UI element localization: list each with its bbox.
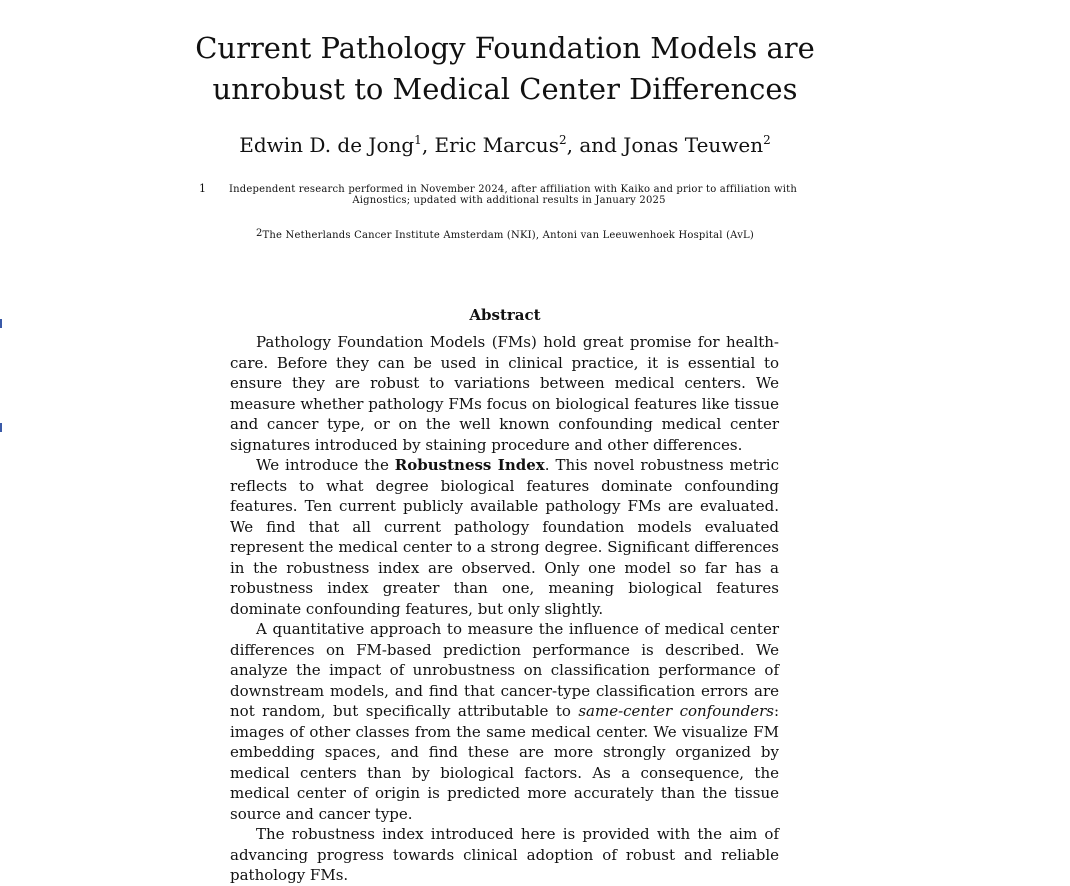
author-list	[0, 131, 1010, 159]
abstract-body	[230, 332, 779, 886]
abstract-paragraph	[230, 455, 779, 619]
affiliation-text: The Netherlands Cancer Institute Amsterdam (NKI), Antoni van Leeuwenhoek Hospital (AvL)	[262, 230, 754, 241]
author-name: Jonas Teuwen	[623, 133, 764, 157]
author-name: Eric Marcus	[434, 133, 559, 157]
affiliation-mark: 2	[558, 133, 567, 147]
author-name: Edwin D. de Jong	[239, 133, 415, 157]
paper-title	[0, 28, 1010, 110]
author-separator: ,	[421, 133, 435, 157]
paper-title-line: unrobust to Medical Center Differences	[212, 72, 798, 106]
author-separator: , and	[566, 133, 624, 157]
margin-change-bar	[0, 423, 2, 432]
affiliation-mark: 2	[763, 133, 771, 147]
affiliation-mark: 1	[414, 133, 422, 147]
paragraph-text: We introduce the	[256, 456, 395, 474]
affiliation-mark: 2	[255, 228, 263, 239]
abstract-paragraph: The robustness index introduced here is provided with the aim of advancing progress towards clinical adoption of robust and reliable pathology FMs.	[230, 825, 779, 884]
affiliation-text: Independent research performed in November 2024, after affiliation with Kaiko and prior to affiliation with	[228, 184, 798, 195]
abstract-paragraph	[230, 619, 779, 824]
affiliation-2	[0, 227, 1010, 243]
paper-title-line: Current Pathology Foundation Models are	[195, 31, 815, 65]
same-center-confounders-term: same-center confounders	[578, 702, 774, 720]
paragraph-text: A quantitative approach to measure the influence of medical center differences on FM-based prediction performance is described. We analyze the impact of unrobustness on classification performance of downstream models, and find that cancer-type classification errors are not random, but specifically attributable to	[230, 620, 779, 720]
affiliation-1	[199, 184, 819, 206]
paragraph-text: : images of other classes from the same medical center. We visualize FM embedding spaces, and find these are more strongly organized by medical centers than by biological factors. As a consequence, the medical center of origin is predicted more accurately than the tissue source and cancer type.	[230, 702, 780, 823]
abstract-heading: Abstract	[469, 306, 541, 324]
affiliation-mark: 1	[199, 182, 207, 195]
abstract-paragraph: Pathology Foundation Models (FMs) hold great promise for health-care. Before they can be used in clinical practice, it is essential to ensure they are robust to variations between medical centers. We measure whether pathology FMs focus on biological features like tissue and cancer type, or on the well known confounding medical center signatures introduced by staining procedure and other differences.	[230, 333, 779, 454]
affiliation-text: Aignostics; updated with additional results in January 2025	[352, 195, 666, 206]
paragraph-text: . This novel robustness metric reflects to what degree biological features dominate confounding features. Ten current publicly available pathology FMs are evaluated. We find that all current pathology foundation models evaluated represent the medical center to a strong degree. Significant differences in the robustness index are observed. Only one model so far has a robustness index greater than one, meaning biological features dominate confounding features, but only slightly.	[230, 456, 779, 618]
robustness-index-term: Robustness Index	[394, 456, 545, 474]
